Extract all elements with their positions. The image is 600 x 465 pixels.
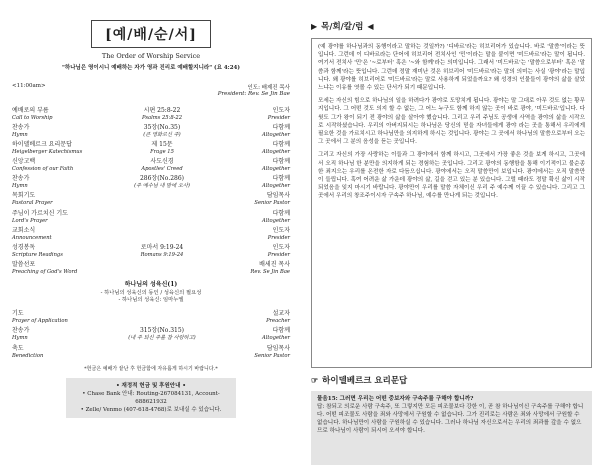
item-leader: 다함께 Altogether bbox=[262, 327, 290, 342]
catechism-question: 물음15: 그러면 우리는 어떤 중보자와 구속주를 구해야 합니까? bbox=[317, 396, 474, 402]
order-item bbox=[12, 210, 290, 225]
order-item bbox=[12, 175, 290, 190]
item-name: 하이델베르크 요리문답 Heigelberger Katechismus bbox=[12, 141, 83, 156]
order-item bbox=[12, 244, 290, 259]
item-detail: 286장(No.286) (주 예수님 내 맘에 오사) bbox=[134, 175, 190, 190]
item-name: 기도 Prayer of Application bbox=[12, 310, 68, 325]
column-passage bbox=[311, 38, 592, 368]
column-heading: ▶ 목/회/칼/럼 ◀ bbox=[311, 21, 374, 32]
item-name: 교회소식 Announcement bbox=[12, 226, 52, 241]
item-detail: 시편 25:8-22 Psalms 25:8-22 bbox=[142, 107, 182, 121]
item-name: 찬송가 Hymn bbox=[12, 327, 30, 342]
sermon-subtitle: - 하나님의 성육신의 동인 / 성육신의 필요성 - 하나님의 성육신: 임마누엘 bbox=[100, 290, 202, 304]
order-item bbox=[12, 158, 290, 173]
item-leader: 다함께 Altogether bbox=[262, 124, 290, 139]
passage-paragraph: 그리고 자신의 가장 사랑하는 이들과 그 광야에서 함께 하시고, 그곳에서 가장 좋은 것을 보게 하시고, 그곳에서 오직 하나님 한 분만을 의지하게 되는 경험하는 곳입니다. 그리고 광야의 동행함을 통해 이기적이고 불순종한 죄지으는 우리를 온전한 자로 다듬으십니다. 광야에서는 오직 말씀만이 보입니다. 광야에서는 오직 말씀만이 들립니다. 혹여 어려운 삶 가운데 광야의 삶, 길을 걷고 있는 분 있습니다. 그럴 때라도 정말 확신 삶이 시작되었음을 잊지 마시기 바랍니다. 광야만이 우리를 말씀 자체이신 우리 주 예수께 이끌 수 있습니다. 그리고 그 곳에서 우리의 창조주이시자 구속주 하나님, 예수를 만나게 되는 것입니다. bbox=[318, 152, 585, 200]
order-item bbox=[12, 192, 290, 207]
item-name: 찬송가 Hymn bbox=[12, 175, 30, 190]
triangle-left-icon: ◀ bbox=[367, 21, 374, 31]
item-leader: 담임목사 Senior Pastor bbox=[254, 192, 290, 207]
item-leader: 다함께 Altogether bbox=[262, 141, 290, 156]
item-detail: 사도신경 Apostles' Creed bbox=[141, 158, 183, 173]
catechism-answer: 답: 참되고 의로운 사람 구속주, 또 그렇지만 모든 피조물보다 강한 이, 곧 참 하나님이신 구속주를 구해야 합니다. 어떤 피조물도 사람을 죄와 사망에서 구원할 수 없습니다. 그가 진리로는 사람은 죄와 사망에서 구원할 수 없습니다. 하나님만이 사람을 구원하실 수 있습니다. 그러나 하나님 자신으로서는 우리의 죄과를 갚을 수 없으므로 하나님이 사람이 되시어 오셔야 합니다. bbox=[317, 404, 584, 434]
finance-box bbox=[66, 378, 236, 418]
item-leader: 배세진 목사 Rev. Se Jin Bae bbox=[250, 260, 290, 275]
item-detail: 315장(No.315) (내 주 되신 주를 참 사랑하고) bbox=[128, 327, 196, 342]
item-detail: 제 15문 Frage 15 bbox=[150, 141, 174, 156]
order-item bbox=[12, 310, 290, 325]
finance-bank: • Chase Bank 안내: Routing-267084131, Account-688621932 bbox=[82, 391, 220, 406]
item-name: 예배로의 부름 Call to Worship bbox=[12, 107, 53, 121]
verse: "하나님은 영이시니 예배하는 자가 영과 진리로 예배할지니라" (요 4:24) bbox=[62, 65, 240, 71]
order-item bbox=[12, 261, 290, 276]
page-title: [예/배/순/서] bbox=[91, 20, 211, 48]
item-name: 찬송가 Hymn bbox=[12, 124, 30, 139]
order-items-after bbox=[12, 310, 290, 359]
order-item bbox=[12, 141, 290, 156]
triangle-right-icon: ▶ bbox=[311, 21, 318, 31]
service-leader: 인도: 배제진 목사 President: Rev. Se Jin Bae bbox=[217, 85, 290, 97]
item-leader: 다함께 Altogether bbox=[262, 175, 290, 190]
item-leader: 인도자 Presider bbox=[267, 107, 290, 121]
passage-paragraph: (예 광야를 하나님과의 동행이라고 말하는 것일까?) '디바르'라는 히브리어가 있습니다. 바로 '말씀'이라는 뜻입니다. 그런데 이 디바르라는 단어에 히브리어 전치사인 '민'이라는 말을 붙이면 '미드바르'라는 말이 됩니다. 여기서 전치사 '민'은 '~로부터' 혹은 '~와 함께'라는 의미입니다. 그래서 '미드바르'는 '말씀으로부터' 혹은 '말씀과 함께'라는 뜻입니다. 그런데 정말 재미난 것은 히브리어 '미드바르'라는 말의 의미는 사실 '광야'라는 말입니다. 왜 광야를 히브리어로 '미드바르'라는 말로 사용하게 되었을까요? 왜 성경의 인물들이 광야의 삶을 살았느냐는 이유를 엿볼 수 있는 단서가 되기 때문입니다. bbox=[318, 44, 585, 92]
time-row bbox=[12, 83, 290, 97]
offering-note: *헌금은 예배가 끝난 후 헌금함에 자유롭게 하시기 바랍니다.* bbox=[84, 366, 218, 373]
finance-zelle: • Zelle/ Venmo (407-618-4768)로 보내실 수 있습니다. bbox=[80, 407, 222, 414]
service-time: <11:00am> bbox=[12, 83, 46, 89]
item-name: 신앙고백 Confession of our Faith bbox=[12, 158, 74, 173]
order-items bbox=[12, 107, 290, 275]
pointing-hand-icon: ☞ bbox=[311, 375, 319, 385]
order-item bbox=[12, 327, 290, 342]
sermon-title: 하나님의 성육신(1) bbox=[124, 281, 178, 289]
item-leader: 설교자 Preacher bbox=[266, 310, 290, 325]
item-name: 주님이 가르치신 기도 Lord's Prayer bbox=[12, 209, 68, 224]
item-leader: 담임목사 Senior Pastor bbox=[254, 344, 290, 359]
item-leader: 다함께 Altogether bbox=[262, 158, 290, 173]
order-item bbox=[12, 227, 290, 242]
item-name: 성경봉독 Scripture Readings bbox=[12, 243, 63, 258]
catechism-heading: ☞ 하이델베르크 요리문답 bbox=[311, 375, 408, 386]
item-name: 축도 Benediction bbox=[12, 344, 44, 359]
item-leader: 다함께 Altogether bbox=[262, 209, 290, 224]
order-item bbox=[12, 124, 290, 139]
item-detail: 로마서 9:19-24 Romans 9:19-24 bbox=[140, 243, 184, 258]
item-name: 목회기도 Pastoral Prayer bbox=[12, 192, 53, 207]
subtitle: The Order of Worship Service bbox=[101, 52, 201, 60]
item-name: 말씀선포 Preaching of God's Word bbox=[12, 260, 78, 275]
passage-paragraph: 모세는 자신의 힘으로 하나님의 일을 하려다가 광야로 도망치게 됩니다. 광야는 말 그대로 아무 것도 없는 황무지입니다. 그 어떤 것도 의지 할 수 없는, 그 어느 누구도 함께 하지 않는 곳이 바로 광야, '미드바르'입니다. 다윗도 그가 왕이 되기 전 광야의 삶을 살아야 했습니다. 그리고 우리 주님도 공생애 사역을 광야의 삶을 시작으로 시작하셨습니다. 우리의 아버지되시는 하나님은 당신의 믿을 자녀들에게 광야 라는 곳을 통해서 우리에게 필요한 것을 가르치시고 하나님만을 의지하게 하시는 것입니다. 광야는 그 곳에서 하나님의 말씀으로부터 오는 그 곳에서 그 분의 음성을 듣는 곳입니다. bbox=[318, 98, 585, 146]
order-item bbox=[12, 107, 290, 122]
item-leader: 인도자 Presider bbox=[267, 243, 290, 258]
finance-heading: • 재정적 헌금 및 후원안내 • bbox=[116, 383, 186, 390]
reflection-column bbox=[305, 0, 600, 465]
item-leader: 인도자 Presider bbox=[267, 226, 290, 241]
item-detail: 35장(No.35) (큰 영화로신 주) bbox=[143, 124, 181, 139]
catechism-box bbox=[311, 391, 592, 465]
order-item bbox=[12, 345, 290, 360]
